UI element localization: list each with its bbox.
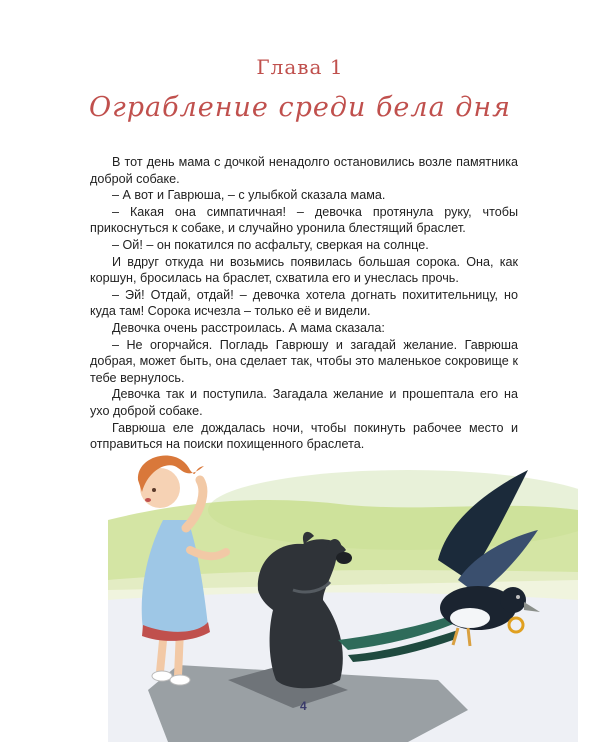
illustration <box>108 440 578 742</box>
paragraph: Девочка очень расстроилась. А мама сказала: <box>112 320 385 335</box>
paragraph: – Не огорчайся. Погладь Гаврюшу и загадай желание. Гаврюша добрая, может быть, она сделает так, чтобы это маленькое сокровище к тебе вернулось. <box>90 337 518 385</box>
paragraph: – А вот и Гаврюша, – с улыбкой сказала мама. <box>112 188 386 203</box>
paragraph: В тот день мама с дочкой ненадолго остановились возле памятника доброй собаке. <box>90 155 518 186</box>
chapter-title: Ограбление среди бела дня <box>88 92 512 123</box>
paragraph: – Эй! Отдай, отдай! – девочка хотела догнать похитительницу, но куда там! Сорока исчезла – только её и видели. <box>90 287 518 319</box>
paragraph: Гаврюша еле дождалась ночи, чтобы покинуть рабочее место и отправиться на поиски похищенного браслета. <box>90 420 518 452</box>
paragraph: Девочка так и поступила. Загадала желание и прошептала его на ухо доброй собаке. <box>90 387 518 418</box>
page-number: 4 <box>300 699 307 713</box>
body-text <box>90 154 518 453</box>
chapter-label: Глава 1 <box>256 55 344 79</box>
paragraph: И вдруг откуда ни возьмись появилась большая сорока. Она, как коршун, бросилась на браслет, схватила его и унеслась прочь. <box>90 254 518 286</box>
paragraph: – Какая она симпатичная! – девочка протянула руку, чтобы прикоснуться к собаке, и случайно уронила блестящий браслет. <box>90 204 518 236</box>
paragraph: – Ой! – он покатился по асфальту, сверкая на солнце. <box>112 237 429 252</box>
